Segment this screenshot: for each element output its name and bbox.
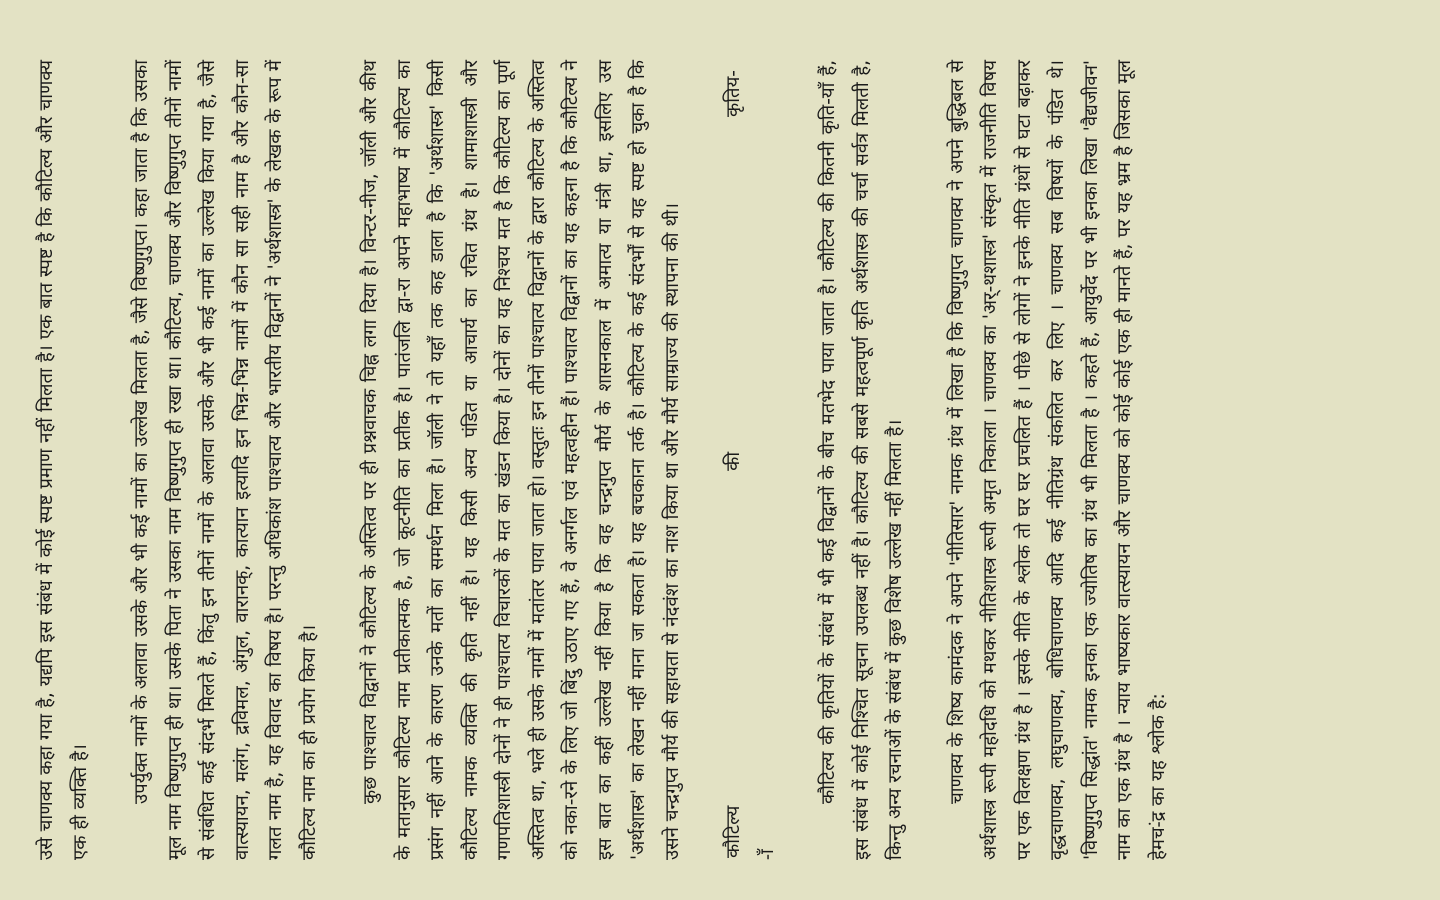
paragraph-5: कौटिल्य की कृतियों के संबंध में भी कई विद्वानों के बीच मतभेद पाया जाता है। कौटिल्य की कितनी कृति-याँ हैं, इस संबंध में कोई निश्चित सूचना उपलब्ध नहीं है। कौटिल्य की सबसे महत्वपूर्ण कृति अर्थशास्त्र की चर्चा सर्वत्र मिलती है, किन्तु अन्य रचनाओं के संबंध में कुछ विशेष उल्लेख नहीं मिलता है। xyxy=(818,60,906,860)
paragraph-1: उसे चाणक्य कहा गया है, यद्यपि इस संबंध में कोई स्पष्ट प्रमाण नहीं मिलता है। एक बात स्पष्ट है कि कौटिल्य और चाणक्य एक ही व्यक्ति है। xyxy=(36,60,91,860)
heading-continuation: -ाँ xyxy=(756,849,778,860)
section-heading xyxy=(717,60,784,860)
heading-word-kritiya: कृतिय- xyxy=(723,70,744,117)
paragraph-2: उपर्युक्त नामों के अलावा उसके और भी कई नामों का उल्लेख मिलता है, जैसे विष्णुगुप्त। कहा जाता है कि उसका मूल नाम विष्णुगुप्त ही था। उसके पिता ने उसका नाम विष्णुगुप्त ही रखा था। कौटिल्य, चाणक्य और विष्णुगुप्त तीनों नामों से संबंधित कई संदर्भ मिलते हैं, किंतु इन तीनों नामों के अलावा उसके और भी कई नामों का उल्लेख किया गया है, जैसे वात्स्यायन, मलंग, द्रविमल, अंगुल, वारानक्, कात्यान इत्यादि इन भिन्न-भिन्न नामों में कौन सा सही नाम है और कौन-सा गलत नाम है, यह विवाद का विषय है। परन्तु अधिकांश पाश्चात्य और भारतीय विद्वानों ने 'अर्थशास्त्र' के लेखक के रूप में कौटिल्य नाम का ही प्रयोग किया है। xyxy=(131,60,320,860)
paragraph-6: चाणक्य के शिष्य कामंदक ने अपने 'नीतिसार' नामक ग्रंथ में लिखा है कि विष्णुगुप्त चाणक्य ने अपने बुद्धिबल से अर्थशास्त्र रूपी महोदधि को मथकर नीतिशास्त्र रूपी अमृत निकाला । चाणक्य का 'अर्-थशास्त्र' संस्कृत में राजनीति विषय पर एक विलक्षण ग्रंथ है । इसके नीति के श्लोक तो घर घर प्रचलित हैं । पीछे से लोगों ने इनके नीति ग्रंथों से घटा बढ़ाकर वृद्धचाणक्य, लघुचाणक्य, बोधिचाणक्य आदि कई नीतिग्रंथ संकलित कर लिए । चाणक्य सब विषयों के पंडित थे। 'विष्णुगुप्त सिद्धांत' नामक इनका एक ज्योतिष का ग्रंथ भी मिलता है । कहते हैं, आयुर्वेद पर भी इनका लिखा 'वैद्यजीवन' नाम का एक ग्रंथ है । न्याय भाष्यकार वात्स्यायन और चाणक्य को कोई कोई एक ही मानते हैं, पर यह भ्रम है जिसका मूल हेमच-ंद्र का यह श्लोक है: xyxy=(946,60,1169,860)
heading-word-kautilya: कौटिल्य xyxy=(723,805,744,858)
paragraph-3: कुछ पाश्चात्य विद्वानों ने कौटिल्य के अस्तित्व पर ही प्रश्नवाचक चिह्न लगा दिया है। विन्टर-नीज, जॉली और कीथ के मतानुसार कौटिल्य नाम प्रतीकात्मक है, जो कूटनीति का प्रतीक है। पातंजलि द्वा-रा अपने महाभाष्य में कौटिल्य का प्रसंग नहीं आने के कारण उनके मतों का समर्थन मिला है। जॉली ने तो यहाँ तक कह डाला है कि 'अर्थशास्त्र' किसी कौटिल्य नामक व्यक्ति की कृति नहीं है। यह किसी अन्य पंडित या आचार्य का रचित ग्रंथ है। शामाशास्त्री और गणपतिशास्त्री दोनों ने ही पाश्चात्य विचारकों के मत का खंडन किया है। दोनों का यह निश्चय मत है कि कौटिल्य का पूर्ण अस्तित्व था, भले ही उसके नामों में मतांतर पाया जाता हो। वस्तुतः इन तीनों पाश्चात्य विद्वानों के द्वारा कौटिल्य के अस्तित्व को नका-रने के लिए जो बिंदु उठाए गए हैं, वे अनर्गल एवं महत्वहीन हैं। पाश्चात्य विद्वानों का यह कहना है कि कौटिल्य ने इस बात का कहीं उल्लेख नहीं किया है कि वह चन्द्रगुप्त मौर्य के शासनकाल में अमात्य या मंत्री था, इसलिए उस 'अर्थशास्त्र' का लेखन नहीं माना जा सकता है। यह बचकाना तर्क है। कौटिल्य के कई संदर्भों से यह स्पष्ट हो चुका है कि उसने चन्द्रगुप्त मौर्य की सहायता से नंदवंश का नाश किया था और मौर्य साम्राज्य की स्थापना की थी। xyxy=(360,60,683,860)
rotated-text-column xyxy=(0,40,1440,900)
heading-word-ki: की xyxy=(723,451,744,471)
